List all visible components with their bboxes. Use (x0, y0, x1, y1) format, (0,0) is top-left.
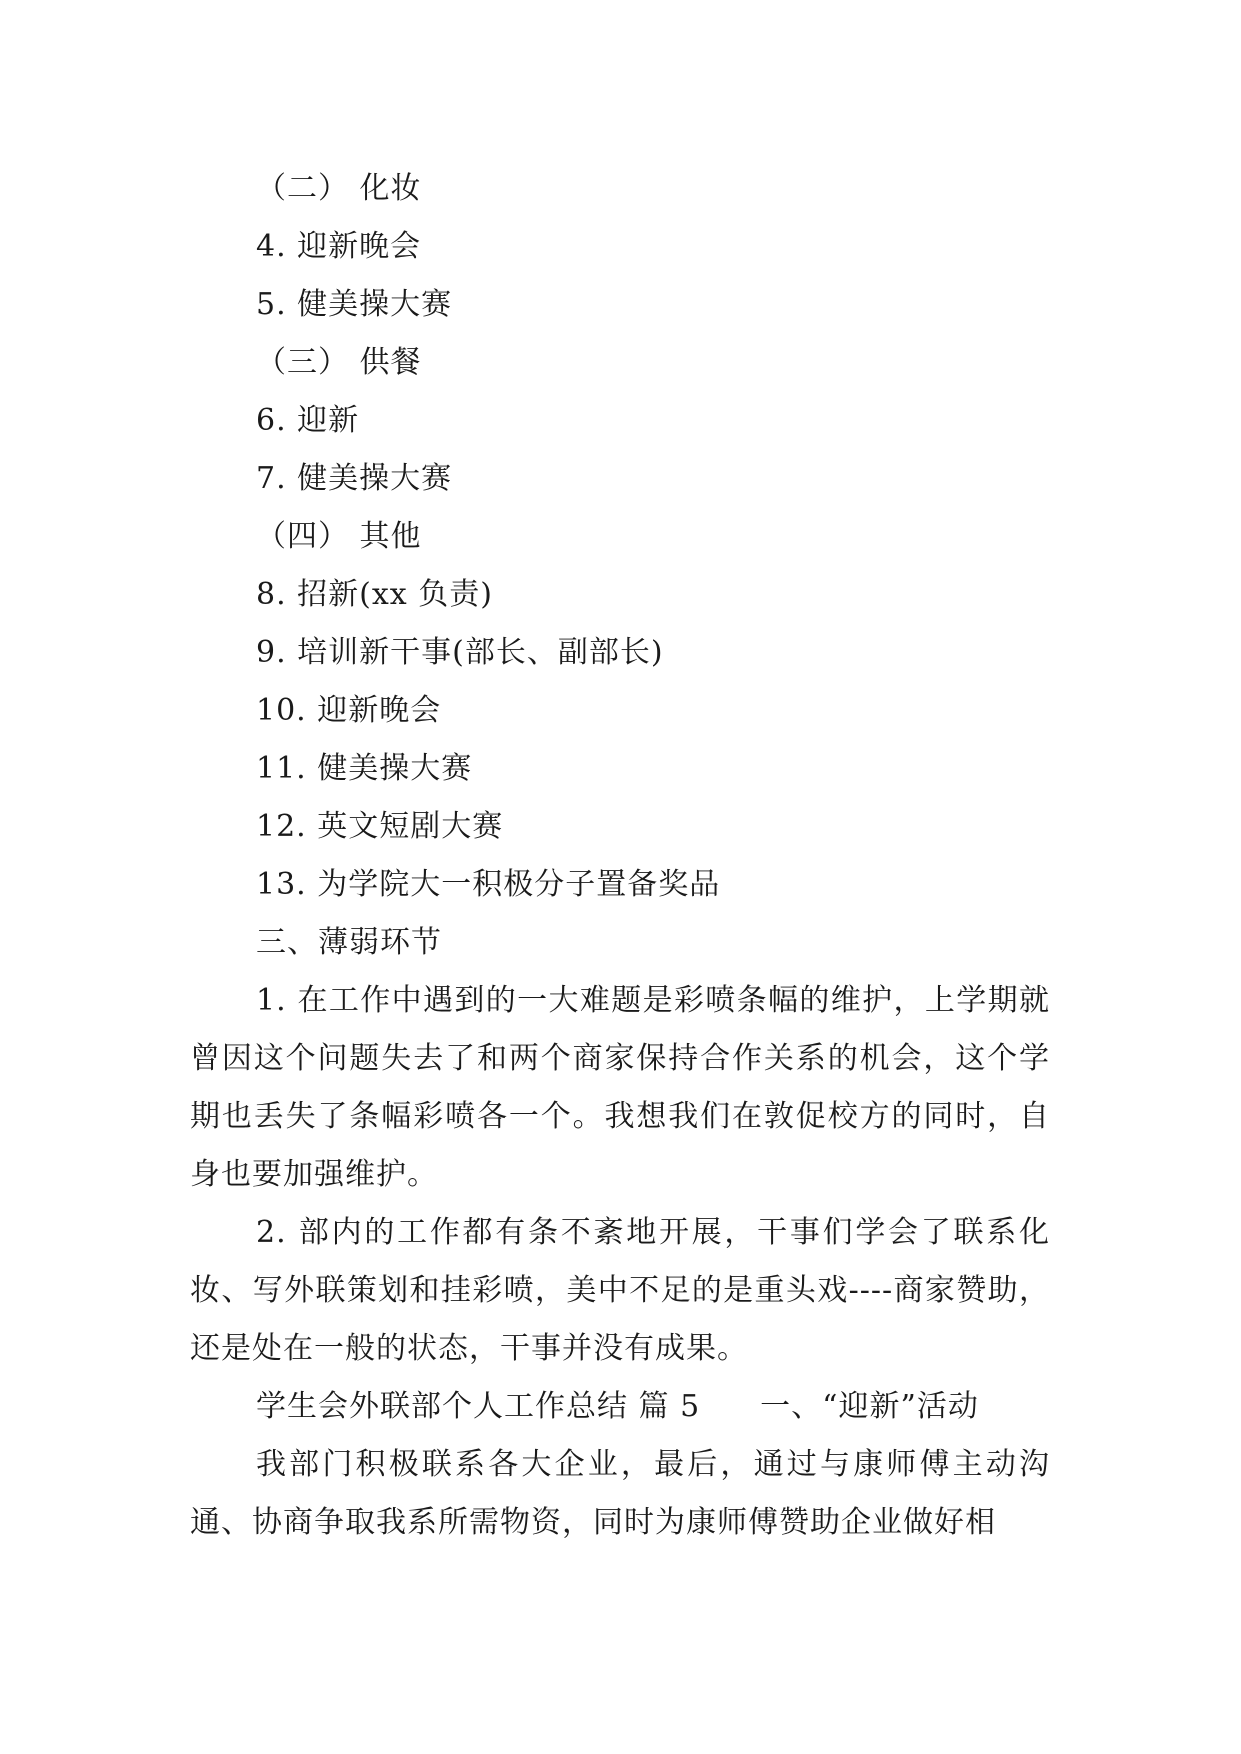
list-item: 6. 迎新 (256, 403, 360, 438)
list-item: 12. 英文短剧大赛 (256, 809, 504, 844)
list-item: 5. 健美操大赛 (256, 287, 453, 322)
list-item: 10. 迎新晚会 (256, 693, 442, 728)
paragraph: 1. 在工作中遇到的一大难题是彩喷条幅的维护，上学期就曾因这个问题失去了和两个商家保持合作关系的机会，这个学期也丢失了条幅彩喷各一个。我想我们在敦促校方的同时，自身也要加强维护。 (190, 983, 1050, 1192)
list-item: 8. 招新(xx 负责) (256, 577, 493, 612)
list-item: 4. 迎新晚会 (256, 229, 422, 264)
paragraph: 我部门积极联系各大企业，最后，通过与康师傅主动沟通、协商争取我系所需物资，同时为康师傅赞助企业做好相 (190, 1447, 1050, 1540)
document-body (190, 160, 1050, 1552)
list-item: 11. 健美操大赛 (256, 751, 473, 786)
paragraph: 2. 部内的工作都有条不紊地开展，干事们学会了联系化妆、写外联策划和挂彩喷，美中不足的是重头戏----商家赞助，还是处在一般的状态，干事并没有成果。 (190, 1215, 1050, 1366)
list-item: 7. 健美操大赛 (256, 461, 453, 496)
section-subtitle: 一、“迎新”活动 (760, 1389, 979, 1424)
list-item: （三） 供餐 (256, 345, 422, 380)
section-title-line (190, 1378, 1050, 1436)
list-item: 9. 培训新干事(部长、副部长) (256, 635, 664, 670)
section-title: 学生会外联部个人工作总结 篇 5 (256, 1389, 701, 1424)
section-heading-weak-points: 三、薄弱环节 (256, 925, 442, 960)
list-item: （四） 其他 (256, 519, 422, 554)
list-item: （二） 化妆 (256, 171, 422, 206)
list-item: 13. 为学院大一积极分子置备奖品 (256, 867, 721, 902)
